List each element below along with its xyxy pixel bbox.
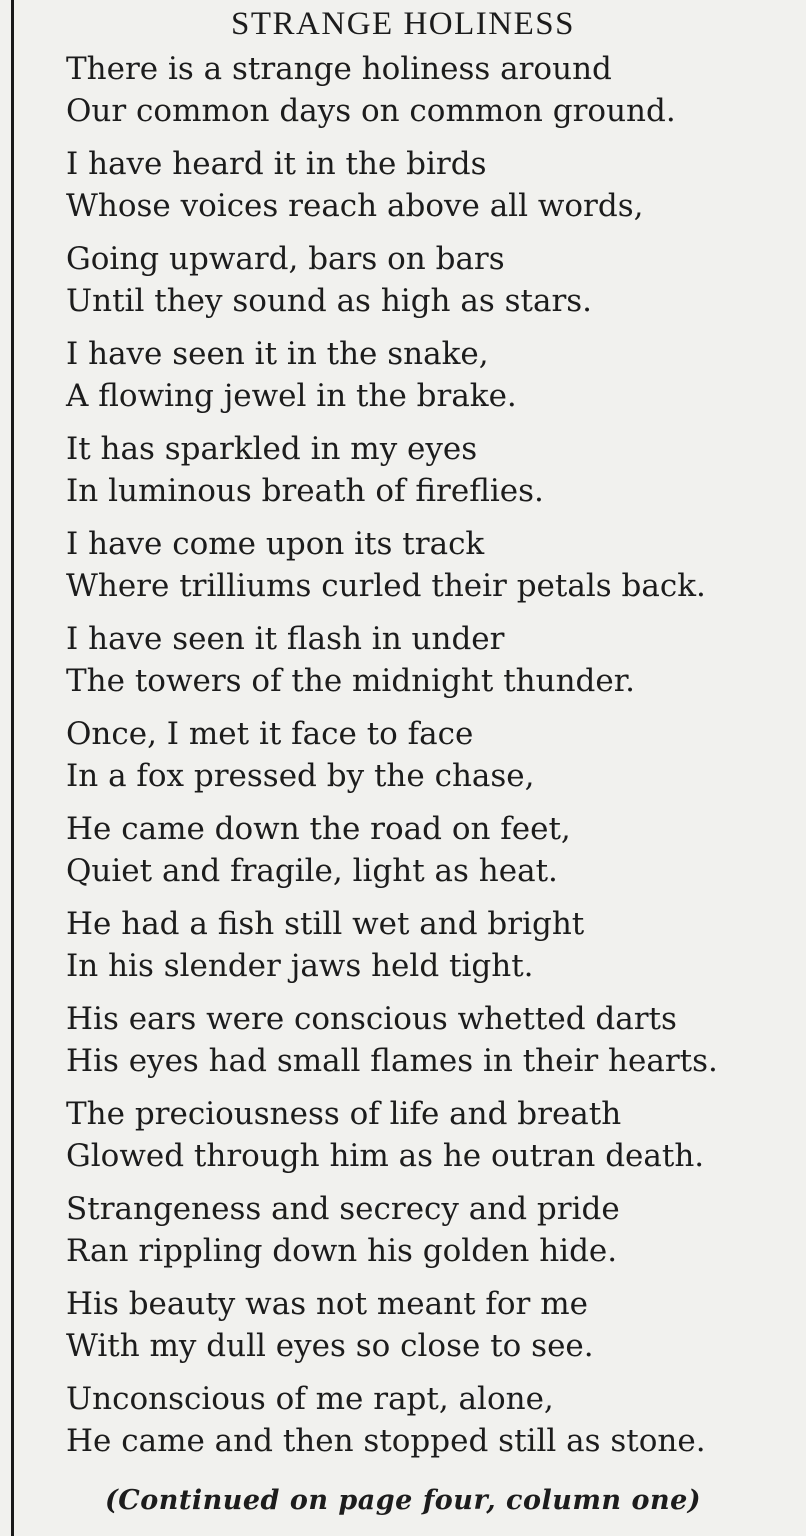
poem-line: Our common days on common ground. xyxy=(66,93,676,129)
poem-line: The preciousness of life and breath xyxy=(66,1096,622,1132)
stanza xyxy=(66,428,786,512)
stanza xyxy=(66,808,786,892)
poem-line: Strangeness and secrecy and pride xyxy=(66,1191,620,1227)
poem-line: Where trilliums curled their petals back. xyxy=(66,568,706,604)
poem-line: Ran rippling down his golden hide. xyxy=(66,1233,618,1269)
poem-line: His eyes had small flames in their hearts. xyxy=(66,1043,718,1079)
poem-line: In luminous breath of fireflies. xyxy=(66,473,544,509)
poem-line: Until they sound as high as stars. xyxy=(66,283,593,319)
poem-line: Quiet and fragile, light as heat. xyxy=(66,853,558,889)
stanza xyxy=(66,618,786,702)
continuation-note: (Continued on page four, column one) xyxy=(104,1485,702,1516)
poem-line: He came and then stopped still as stone. xyxy=(66,1423,706,1459)
poem-line: A flowing jewel in the brake. xyxy=(66,378,517,414)
poem-line: In a fox pressed by the chase, xyxy=(66,758,535,794)
stanza xyxy=(66,238,786,322)
poem-line: Once, I met it face to face xyxy=(66,716,474,752)
stanza xyxy=(66,333,786,417)
poem-line: Glowed through him as he outran death. xyxy=(66,1138,705,1174)
stanza xyxy=(66,1378,786,1462)
poem-line: There is a strange holiness around xyxy=(66,51,612,87)
poem-line: Unconscious of me rapt, alone, xyxy=(66,1381,554,1417)
poem-line: I have come upon its track xyxy=(66,526,485,562)
stanza xyxy=(66,523,786,607)
column-rule xyxy=(11,0,14,1536)
poem-line: His beauty was not meant for me xyxy=(66,1286,588,1322)
stanza xyxy=(66,1188,786,1272)
poem-line: I have heard it in the birds xyxy=(66,146,487,182)
poem-line: Going upward, bars on bars xyxy=(66,241,505,277)
stanza xyxy=(66,1093,786,1177)
poem-line: In his slender jaws held tight. xyxy=(66,948,534,984)
stanza xyxy=(66,1283,786,1367)
stanza xyxy=(66,143,786,227)
stanza xyxy=(66,48,786,132)
poem-line: With my dull eyes so close to see. xyxy=(66,1328,594,1364)
poem-body xyxy=(66,48,786,1473)
poem-line: I have seen it in the snake, xyxy=(66,336,489,372)
poem-line: His ears were conscious whetted darts xyxy=(66,1001,677,1037)
poem-line: He had a fish still wet and bright xyxy=(66,906,585,942)
poem-title: STRANGE HOLINESS xyxy=(231,6,575,42)
stanza xyxy=(66,998,786,1082)
stanza xyxy=(66,713,786,797)
poem-line: He came down the road on feet, xyxy=(66,811,571,847)
poem-line: I have seen it flash in under xyxy=(66,621,505,657)
poem-line: The towers of the midnight thunder. xyxy=(66,663,636,699)
stanza xyxy=(66,903,786,987)
poem-line: Whose voices reach above all words, xyxy=(66,188,644,224)
poem-line: It has sparkled in my eyes xyxy=(66,431,478,467)
